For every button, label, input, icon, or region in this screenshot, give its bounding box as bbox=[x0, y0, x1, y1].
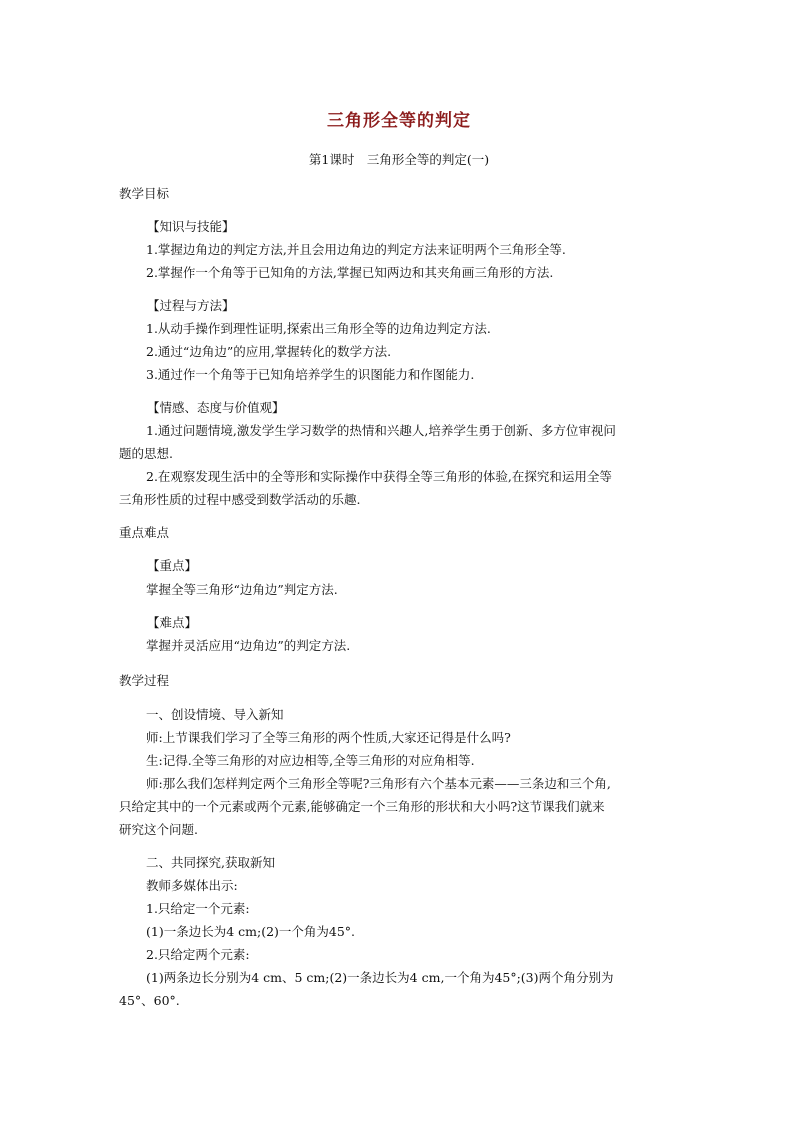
lesson-subtitle: 第1课时 三角形全等的判定(一) bbox=[308, 152, 490, 167]
subsection-label-knowledge: 【知识与技能】 bbox=[147, 219, 235, 234]
process-item-1: 1.从动手操作到理性证明,探索出三角形全等的边角边判定方法. bbox=[146, 321, 491, 336]
subsection-label-process: 【过程与方法】 bbox=[147, 298, 235, 313]
section-heading-process: 教学过程 bbox=[119, 673, 170, 688]
knowledge-item-2: 2.掌握作一个角等于已知角的方法,掌握已知两边和其夹角画三角形的方法. bbox=[146, 265, 554, 280]
question-1: 1.只给定一个元素: bbox=[146, 901, 250, 916]
knowledge-item-1: 1.掌握边角边的判定方法,并且会用边角边的判定方法来证明两个三角形全等. bbox=[146, 242, 566, 257]
question-2-detail-line-1: (1)两条边长分别为4 cm、5 cm;(2)一条边长为4 cm,一个角为45°;(3)两个角分别为 bbox=[146, 970, 614, 985]
dialog-teacher-2-line-3: 研究这个问题. bbox=[119, 822, 198, 837]
dialog-teacher-2-line-2: 只给定其中的一个元素或两个元素,能够确定一个三角形的形状和大小吗?这节课我们就来 bbox=[119, 799, 605, 814]
emotion-item-1-line-1: 1.通过问题情境,激发学生学习数学的热情和兴趣人,培养学生勇于创新、多方位审视问 bbox=[146, 423, 616, 438]
emotion-item-1-line-2: 题的思想. bbox=[119, 446, 173, 461]
difficult-label: 【难点】 bbox=[147, 615, 198, 630]
section-heading-keypoints: 重点难点 bbox=[119, 525, 170, 540]
subsection-label-emotion: 【情感、态度与价值观】 bbox=[147, 400, 285, 415]
process-item-3: 3.通过作一个角等于已知角培养学生的识图能力和作图能力. bbox=[146, 367, 475, 382]
section-heading-goals: 教学目标 bbox=[119, 186, 170, 201]
part2-label: 二、共同探究,获取新知 bbox=[146, 855, 275, 870]
question-2: 2.只给定两个元素: bbox=[146, 947, 250, 962]
page-title: 三角形全等的判定 bbox=[327, 111, 471, 131]
question-2-detail-line-2: 45°、60°. bbox=[119, 993, 180, 1008]
emotion-item-2-line-2: 三角形性质的过程中感受到数学活动的乐趣. bbox=[119, 492, 361, 507]
question-1-detail: (1)一条边长为4 cm;(2)一个角为45°. bbox=[146, 924, 356, 939]
key-label: 【重点】 bbox=[147, 558, 198, 573]
part2-intro: 教师多媒体出示: bbox=[146, 878, 238, 893]
dialog-teacher-1: 师:上节课我们学习了全等三角形的两个性质,大家还记得是什么吗? bbox=[146, 730, 511, 745]
emotion-item-2-line-1: 2.在观察发现生活中的全等形和实际操作中获得全等三角形的体验,在探究和运用全等 bbox=[146, 469, 612, 484]
dialog-teacher-2-line-1: 师:那么我们怎样判定两个三角形全等呢?三角形有六个基本元素——三条边和三个角, bbox=[146, 776, 611, 791]
part1-label: 一、创设情境、导入新知 bbox=[146, 707, 284, 722]
difficult-text: 掌握并灵活应用“边角边”的判定方法. bbox=[146, 638, 351, 653]
key-text: 掌握全等三角形“边角边”判定方法. bbox=[146, 582, 338, 597]
process-item-2: 2.通过“边角边”的应用,掌握转化的数学方法. bbox=[146, 344, 392, 359]
dialog-student-1: 生:记得.全等三角形的对应边相等,全等三角形的对应角相等. bbox=[146, 753, 475, 768]
